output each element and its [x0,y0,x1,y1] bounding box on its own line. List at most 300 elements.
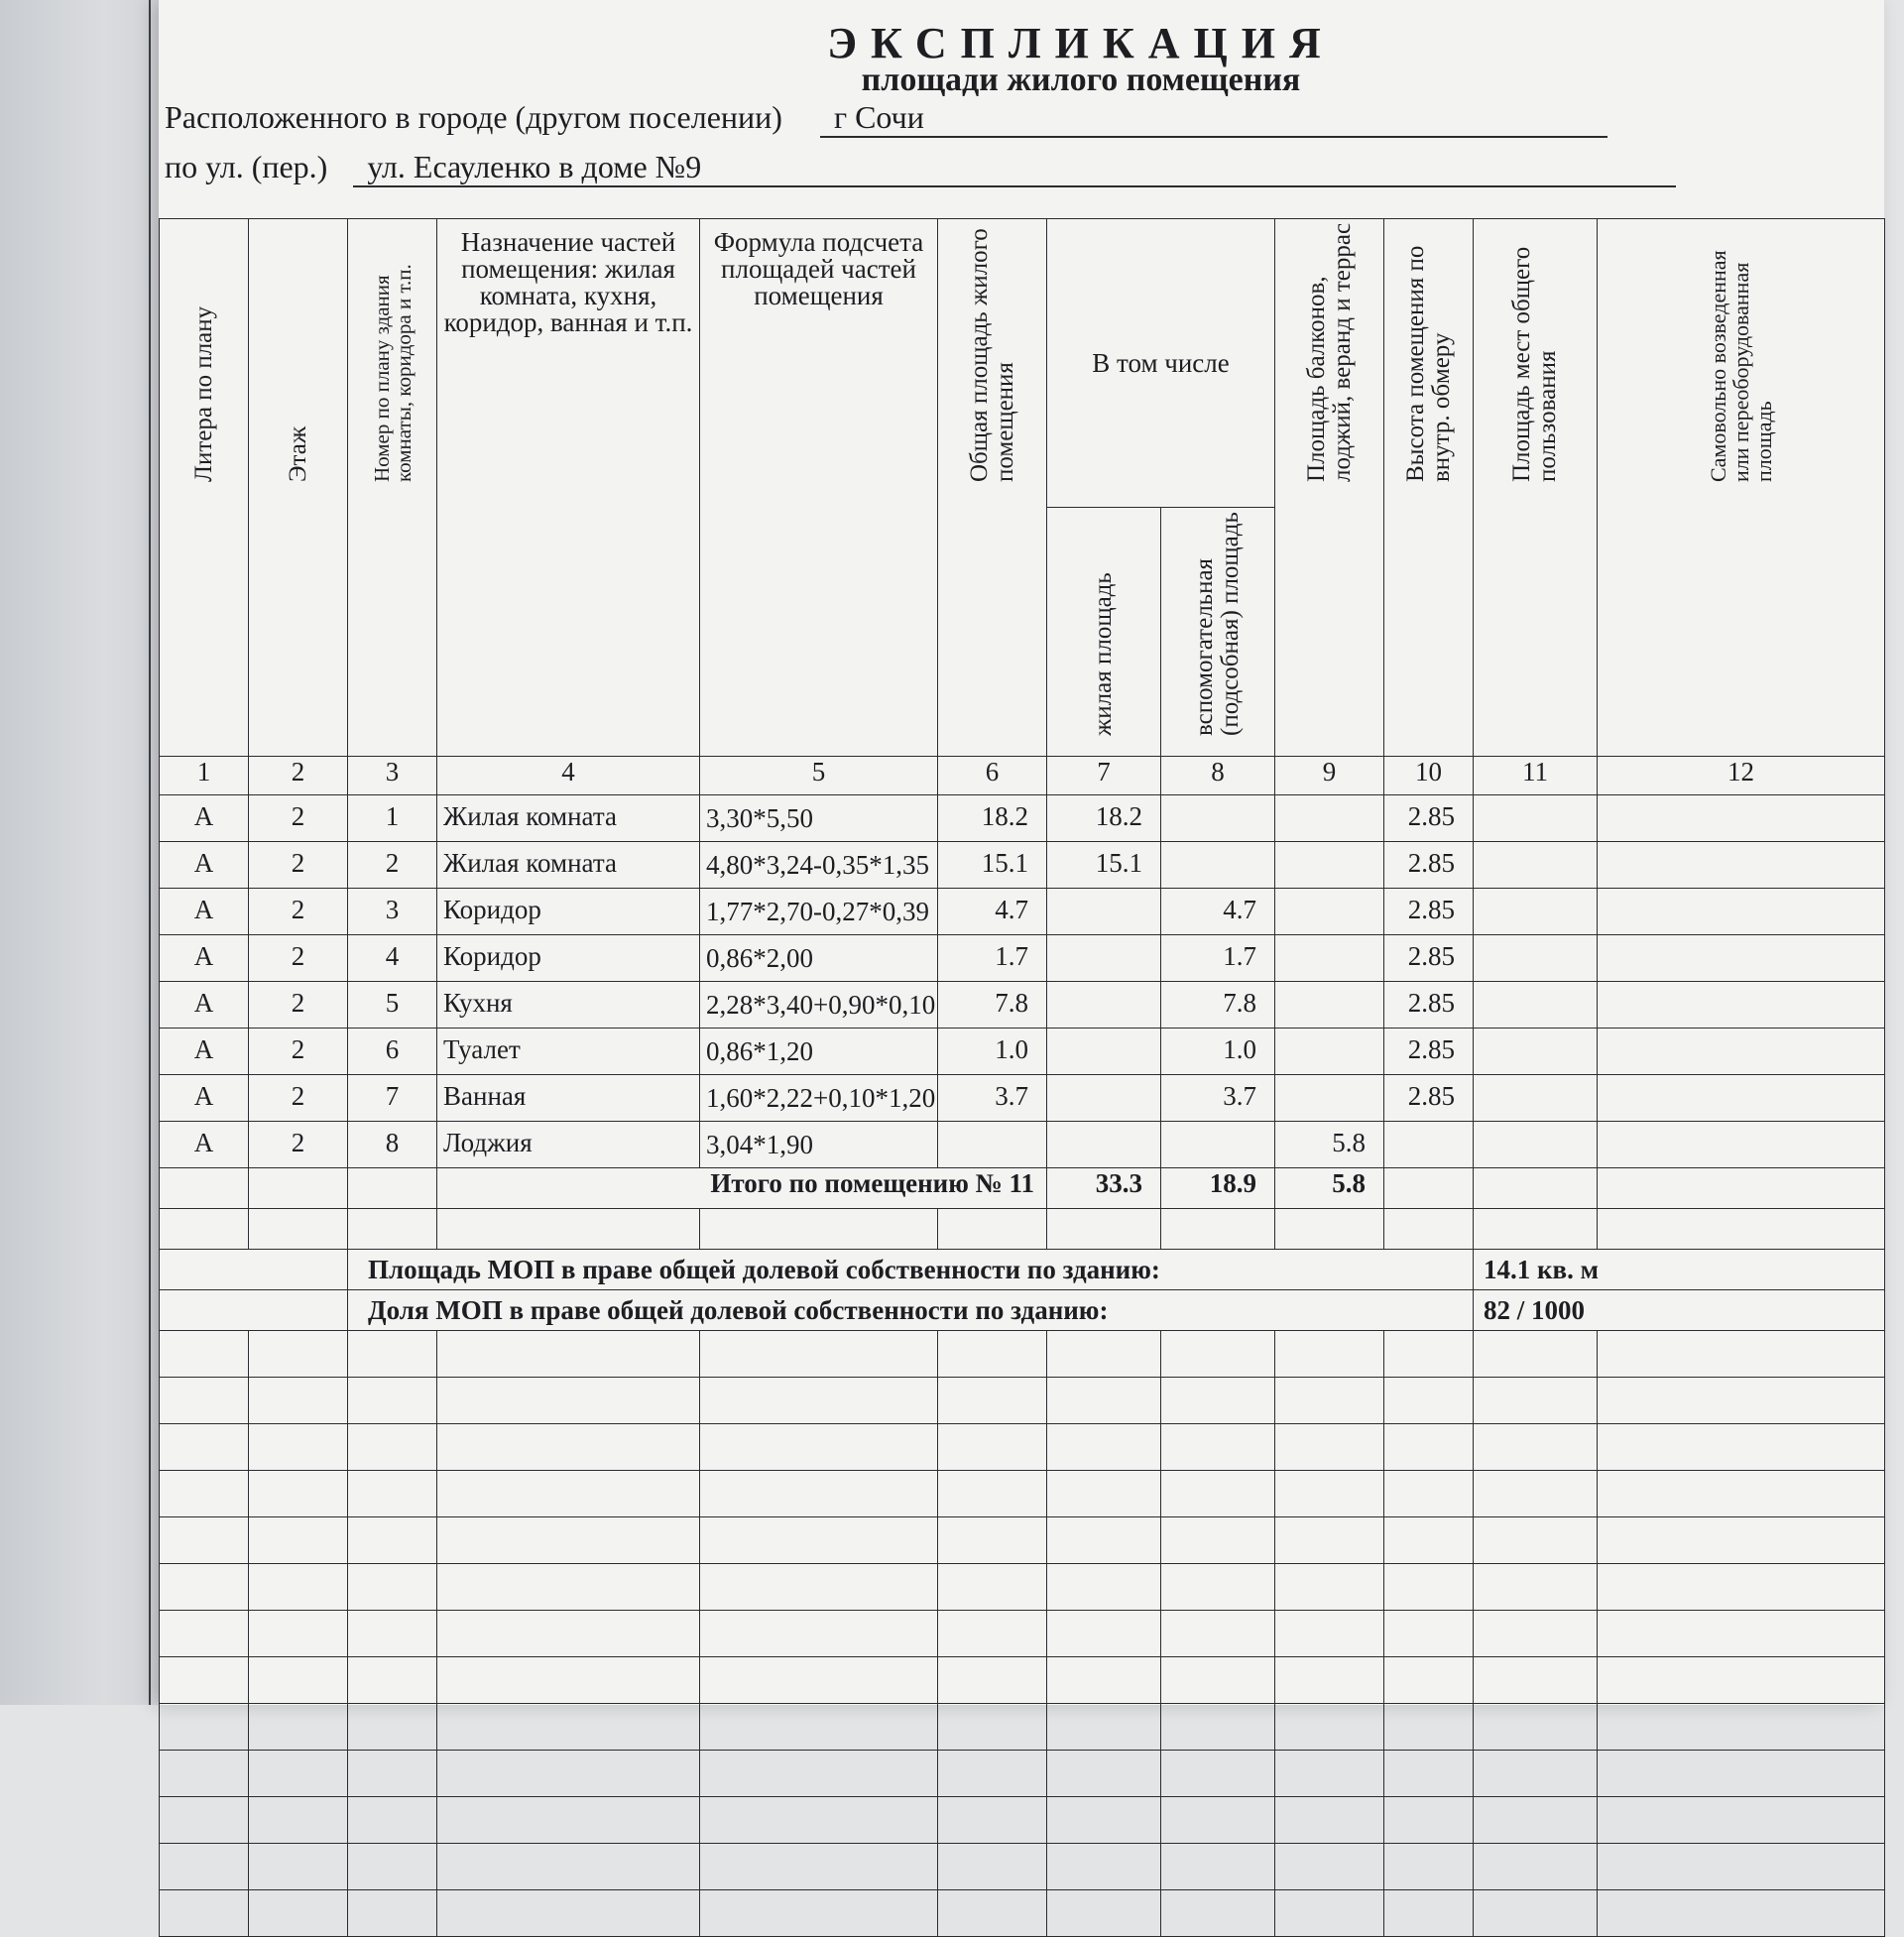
col-header-balcony-area: Площадь балконов, лоджий, веранд и террас [1275,219,1384,757]
col-number: 6 [938,757,1047,795]
cell-empty [1474,1517,1598,1564]
cell-empty [1275,1378,1384,1424]
cell-num: 5 [348,982,437,1029]
cell-empty [938,1424,1047,1471]
cell-empty [1275,1797,1384,1844]
cell-empty [249,1704,348,1751]
cell-aux: 7.8 [1161,982,1275,1029]
cell-empty [1275,1471,1384,1517]
mop-area-value: 14.1 кв. м [1474,1250,1885,1290]
cell-aux [1161,1122,1275,1168]
cell-empty [1161,1517,1275,1564]
empty-row [160,1797,1885,1844]
cell-living: 18.2 [1047,795,1161,842]
cell-height [1384,1122,1474,1168]
cell-empty [160,1751,249,1797]
cell-empty [1047,1331,1161,1378]
cell-empty [249,1471,348,1517]
cell-living [1047,1075,1161,1122]
empty-row [160,1424,1885,1471]
col-header-unauthorized-area: Самовольно возведенная или переоборудованная площадь [1598,219,1885,757]
cell-empty [1474,982,1598,1029]
cell-empty [1474,1564,1598,1611]
cell-num: 6 [348,1029,437,1075]
col-header-including: В том числе [1047,219,1275,508]
cell-height: 2.85 [1384,889,1474,935]
cell-lit: А [160,935,249,982]
cell-empty [1047,1844,1161,1890]
cell-empty [160,1424,249,1471]
cell-empty [1161,1424,1275,1471]
data-rows [160,795,1885,1168]
cell-empty [1384,1471,1474,1517]
cell-empty [1275,1611,1384,1657]
cell-total: 15.1 [938,842,1047,889]
empty-row [160,1890,1885,1937]
empty-row [160,1564,1885,1611]
cell-empty [1275,1424,1384,1471]
cell-num: 2 [348,842,437,889]
cell-empty [160,1844,249,1890]
cell-empty [348,1751,437,1797]
cell-empty [700,1890,938,1937]
mop-share-row [160,1290,1885,1331]
cell-aux: 4.7 [1161,889,1275,935]
empty-row [160,1657,1885,1704]
cell-empty [1275,1704,1384,1751]
cell-empty [1047,1657,1161,1704]
cell-height: 2.85 [1384,842,1474,889]
col-number: 3 [348,757,437,795]
cell-height: 2.85 [1384,1029,1474,1075]
cell-empty [700,1331,938,1378]
cell-floor: 2 [249,1122,348,1168]
cell-empty [938,1517,1047,1564]
mop-share-value: 82 / 1000 [1474,1290,1885,1331]
cell-empty [1384,1704,1474,1751]
col-header-height: Высота помещения по внутр. обмеру [1384,219,1474,757]
cell-name: Кухня [437,982,700,1029]
col-header-floor: Этаж [249,219,348,757]
cell-empty [1474,1751,1598,1797]
col-number: 1 [160,757,249,795]
cell-balcony [1275,795,1384,842]
cell-lit: А [160,1029,249,1075]
cell-empty [1275,1844,1384,1890]
cell-empty [938,1751,1047,1797]
cell-empty [938,1471,1047,1517]
cell-empty [1384,1331,1474,1378]
cell-empty [1275,1331,1384,1378]
cell-empty [348,1704,437,1751]
table-row [160,935,1885,982]
cell-name: Жилая комната [437,842,700,889]
blank-row [160,1209,1885,1250]
cell-num: 7 [348,1075,437,1122]
cell-name: Коридор [437,889,700,935]
cell-height: 2.85 [1384,935,1474,982]
cell-floor: 2 [249,889,348,935]
cell-empty [249,1564,348,1611]
cell-balcony: 5.8 [1275,1122,1384,1168]
cell-living [1047,982,1161,1029]
cell-empty [1474,1471,1598,1517]
cell-empty [1161,1471,1275,1517]
cell-balcony [1275,1029,1384,1075]
cell-empty [249,1657,348,1704]
cell-empty [1474,935,1598,982]
cell-empty [437,1378,700,1424]
cell-empty [437,1611,700,1657]
cell-lit: А [160,982,249,1029]
cell-lit: А [160,1122,249,1168]
cell-empty [1598,1844,1885,1890]
mop-area-row [160,1250,1885,1290]
col-number: 11 [1474,757,1598,795]
cell-empty [938,1331,1047,1378]
cell-empty [348,1331,437,1378]
cell-num: 1 [348,795,437,842]
cell-empty [160,1657,249,1704]
cell-lit: А [160,795,249,842]
total-label: Итого по помещению № 11 [437,1168,1047,1209]
cell-living [1047,889,1161,935]
empty-row [160,1844,1885,1890]
column-number-row [160,757,1885,795]
cell-formula: 0,86*1,20 [700,1029,938,1075]
cell-empty [1474,1122,1598,1168]
cell-aux: 3.7 [1161,1075,1275,1122]
cell-empty [700,1611,938,1657]
cell-empty [160,1564,249,1611]
cell-empty [1384,1890,1474,1937]
cell-empty [249,1424,348,1471]
total-living: 33.3 [1047,1168,1161,1209]
cell-empty [1598,1424,1885,1471]
cell-empty [1598,1378,1885,1424]
total-balcony: 5.8 [1275,1168,1384,1209]
cell-empty [348,1517,437,1564]
table-row [160,842,1885,889]
cell-empty [348,1564,437,1611]
cell-empty [1474,1797,1598,1844]
cell-floor: 2 [249,935,348,982]
cell-empty [700,1751,938,1797]
cell-empty [700,1797,938,1844]
col-number: 5 [700,757,938,795]
cell-balcony [1275,889,1384,935]
cell-empty [160,1517,249,1564]
total-aux: 18.9 [1161,1168,1275,1209]
cell-empty [348,1424,437,1471]
cell-formula: 2,28*3,40+0,90*0,10 [700,982,938,1029]
cell-empty [1275,1751,1384,1797]
col-number: 2 [249,757,348,795]
cell-empty [437,1331,700,1378]
cell-empty [938,1611,1047,1657]
cell-living: 15.1 [1047,842,1161,889]
cell-empty [249,1378,348,1424]
cell-empty [437,1657,700,1704]
cell-empty [1047,1611,1161,1657]
cell-empty [1598,982,1885,1029]
cell-empty [1047,1564,1161,1611]
cell-empty [1047,1797,1161,1844]
cell-empty [249,1611,348,1657]
cell-empty [348,1471,437,1517]
cell-total: 1.7 [938,935,1047,982]
cell-empty [700,1517,938,1564]
cell-empty [1161,1331,1275,1378]
cell-empty [1474,889,1598,935]
cell-empty [1161,1890,1275,1937]
cell-empty [700,1657,938,1704]
cell-formula: 3,04*1,90 [700,1122,938,1168]
cell-empty [1598,1797,1885,1844]
mop-area-label: Площадь МОП в праве общей долевой собственности по зданию: [348,1250,1474,1290]
cell-empty [700,1471,938,1517]
empty-grid-rows [160,1331,1885,1937]
cell-empty [1598,1471,1885,1517]
empty-row [160,1611,1885,1657]
table-row [160,1122,1885,1168]
cell-empty [1598,1611,1885,1657]
cell-empty [160,1378,249,1424]
cell-empty [1047,1424,1161,1471]
cell-empty [160,1890,249,1937]
street-line [165,149,1676,187]
cell-empty [1598,1751,1885,1797]
table-header-row [160,219,1885,508]
cell-name: Коридор [437,935,700,982]
cell-empty [249,1517,348,1564]
cell-empty [938,1797,1047,1844]
col-header-formula: Формула подсчета площадей частей помещения [700,219,938,757]
cell-empty [1384,1424,1474,1471]
total-row [160,1168,1885,1209]
cell-empty [1384,1564,1474,1611]
cell-empty [1384,1517,1474,1564]
location-line [165,99,1607,138]
cell-empty [1161,1378,1275,1424]
cell-empty [1598,1890,1885,1937]
cell-empty [1275,1517,1384,1564]
cell-empty [249,1797,348,1844]
cell-num: 8 [348,1122,437,1168]
cell-empty [1598,935,1885,982]
cell-balcony [1275,935,1384,982]
cell-empty [437,1751,700,1797]
cell-height: 2.85 [1384,795,1474,842]
cell-empty [1384,1657,1474,1704]
table-row [160,889,1885,935]
cell-empty [1598,795,1885,842]
cell-empty [1161,1751,1275,1797]
empty-row [160,1378,1885,1424]
cell-empty [348,1378,437,1424]
cell-empty [160,1797,249,1844]
table-row [160,982,1885,1029]
document-title: ЭКСПЛИКАЦИЯ [827,19,1335,67]
cell-empty [1384,1797,1474,1844]
cell-empty [1161,1797,1275,1844]
cell-empty [1275,1657,1384,1704]
cell-empty [938,1890,1047,1937]
explication-table [159,218,1885,1937]
cell-empty [1384,1751,1474,1797]
cell-empty [1598,1704,1885,1751]
cell-total [938,1122,1047,1168]
cell-empty [1474,1075,1598,1122]
cell-empty [1047,1378,1161,1424]
cell-name: Жилая комната [437,795,700,842]
cell-empty [348,1844,437,1890]
cell-empty [1598,1122,1885,1168]
cell-formula: 1,77*2,70-0,27*0,39 [700,889,938,935]
cell-empty [1474,1704,1598,1751]
cell-empty [1384,1844,1474,1890]
cell-empty [1161,1704,1275,1751]
cell-total: 4.7 [938,889,1047,935]
cell-height: 2.85 [1384,1075,1474,1122]
cell-empty [160,1471,249,1517]
col-header-room-number: Номер по плану здания комнаты, коридора и т.п. [348,219,437,757]
cell-total: 7.8 [938,982,1047,1029]
cell-empty [1474,1378,1598,1424]
cell-empty [437,1564,700,1611]
cell-living [1047,935,1161,982]
cell-lit: А [160,1075,249,1122]
street-value: ул. Есауленко в доме №9 [353,149,1676,187]
cell-empty [160,1704,249,1751]
cell-empty [437,1844,700,1890]
cell-empty [1474,1029,1598,1075]
col-header-purpose: Назначение частей помещения: жилая комната, кухня, коридор, ванная и т.п. [437,219,700,757]
col-number: 10 [1384,757,1474,795]
cell-empty [1384,1378,1474,1424]
cell-empty [700,1564,938,1611]
table-row [160,1075,1885,1122]
cell-empty [1474,1424,1598,1471]
cell-empty [1161,1564,1275,1611]
col-number: 4 [437,757,700,795]
cell-formula: 1,60*2,22+0,10*1,20 [700,1075,938,1122]
cell-living [1047,1029,1161,1075]
cell-name: Туалет [437,1029,700,1075]
cell-floor: 2 [249,1029,348,1075]
cell-total: 3.7 [938,1075,1047,1122]
cell-empty [1474,1657,1598,1704]
cell-floor: 2 [249,1075,348,1122]
col-number: 8 [1161,757,1275,795]
col-number: 12 [1598,757,1885,795]
cell-balcony [1275,842,1384,889]
cell-floor: 2 [249,842,348,889]
cell-balcony [1275,1075,1384,1122]
empty-row [160,1517,1885,1564]
cell-empty [938,1378,1047,1424]
cell-empty [1598,1075,1885,1122]
cell-aux: 1.0 [1161,1029,1275,1075]
cell-height: 2.85 [1384,982,1474,1029]
cell-empty [938,1657,1047,1704]
cell-aux: 1.7 [1161,935,1275,982]
cell-aux [1161,795,1275,842]
cell-empty [437,1890,700,1937]
cell-empty [700,1424,938,1471]
cell-empty [1384,1611,1474,1657]
cell-num: 4 [348,935,437,982]
cell-empty [437,1471,700,1517]
cell-aux [1161,842,1275,889]
cell-empty [1474,1844,1598,1890]
cell-formula: 4,80*3,24-0,35*1,35 [700,842,938,889]
cell-empty [938,1704,1047,1751]
cell-total: 1.0 [938,1029,1047,1075]
cell-empty [249,1331,348,1378]
cell-empty [1598,1657,1885,1704]
col-header-common-area: Площадь мест общего пользования [1474,219,1598,757]
cell-empty [1474,842,1598,889]
location-value: г Сочи [820,99,1607,138]
cell-empty [700,1844,938,1890]
cell-empty [1047,1471,1161,1517]
cell-empty [1598,1517,1885,1564]
cell-name: Лоджия [437,1122,700,1168]
col-number: 9 [1275,757,1384,795]
cell-num: 3 [348,889,437,935]
cell-floor: 2 [249,982,348,1029]
cell-empty [1047,1704,1161,1751]
cell-empty [1598,889,1885,935]
cell-empty [249,1844,348,1890]
cell-empty [700,1704,938,1751]
empty-row [160,1331,1885,1378]
binder-edge-line [149,0,151,1705]
cell-empty [1275,1890,1384,1937]
cell-empty [938,1844,1047,1890]
cell-floor: 2 [249,795,348,842]
cell-empty [348,1890,437,1937]
cell-empty [1598,1564,1885,1611]
cell-empty [1161,1611,1275,1657]
col-header-litera: Литера по плану [160,219,249,757]
cell-empty [348,1797,437,1844]
cell-empty [700,1378,938,1424]
cell-empty [1047,1890,1161,1937]
cell-empty [160,1331,249,1378]
empty-row [160,1471,1885,1517]
cell-empty [1275,1564,1384,1611]
cell-empty [1598,1029,1885,1075]
cell-empty [160,1611,249,1657]
cell-empty [348,1611,437,1657]
cell-lit: А [160,842,249,889]
cell-empty [348,1657,437,1704]
document-page [159,0,1884,1705]
cell-empty [1598,842,1885,889]
cell-empty [249,1890,348,1937]
cell-empty [1474,795,1598,842]
cell-balcony [1275,982,1384,1029]
cell-empty [437,1797,700,1844]
cell-empty [1161,1844,1275,1890]
empty-row [160,1751,1885,1797]
mop-share-label: Доля МОП в праве общей долевой собственности по зданию: [348,1290,1474,1331]
cell-formula: 3,30*5,50 [700,795,938,842]
cell-empty [437,1704,700,1751]
cell-name: Ванная [437,1075,700,1122]
